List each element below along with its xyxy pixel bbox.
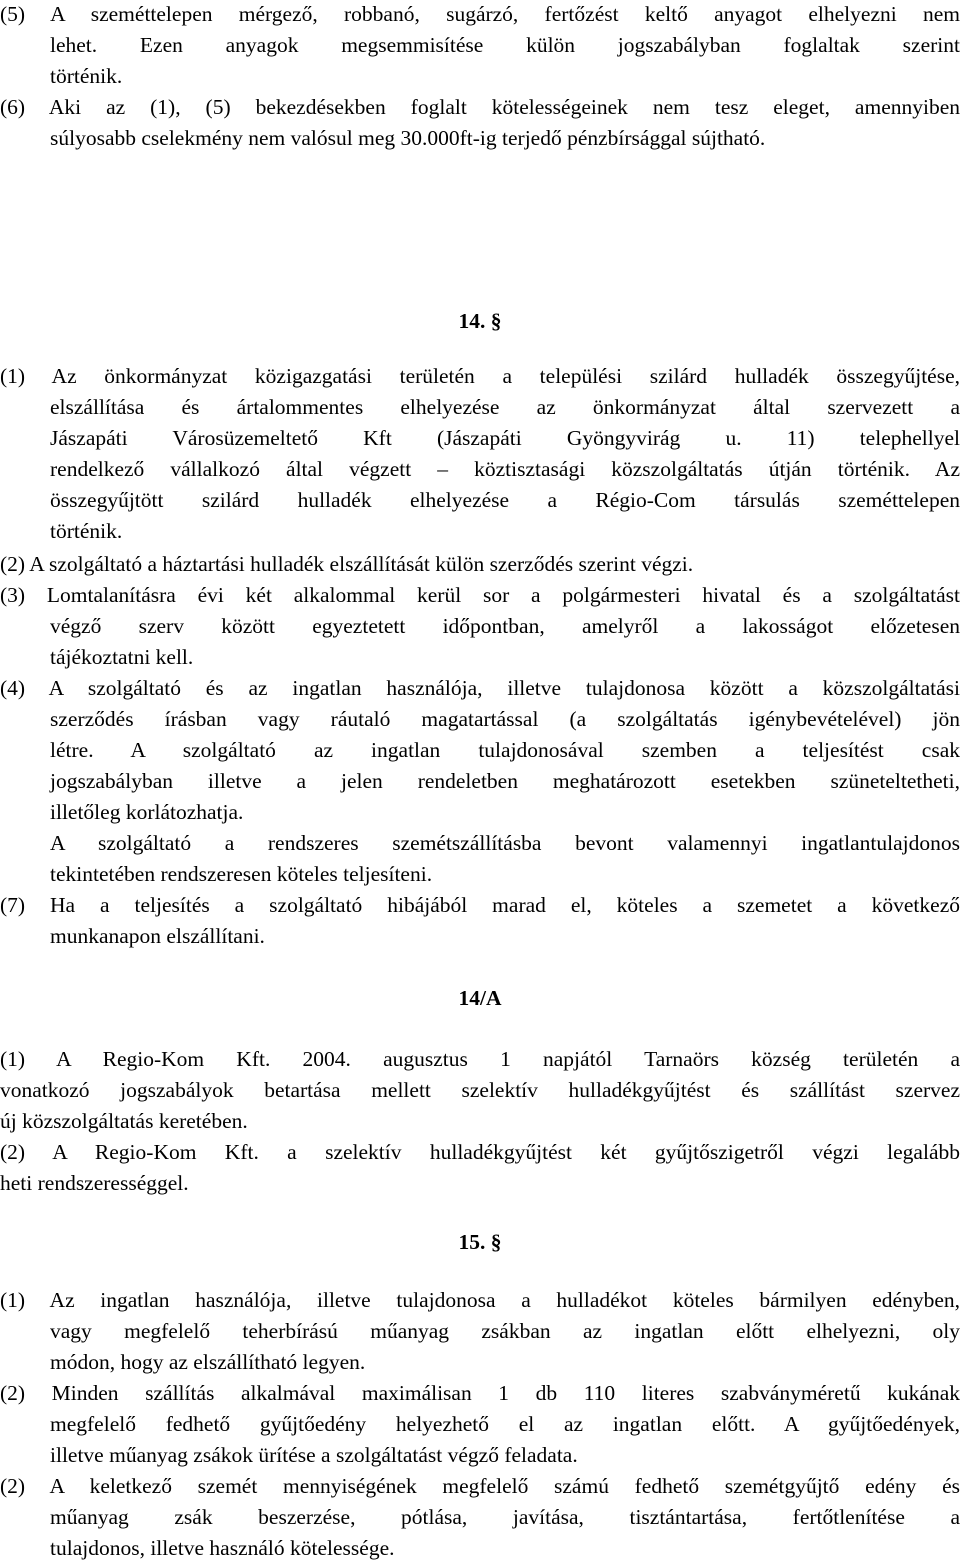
text-line: (1) A Regio-Kom Kft. 2004. augusztus 1 napjától Tarnaörs község területén a — [0, 1047, 960, 1071]
text-line: (6) Aki az (1), (5) bekezdésekben foglalt kötelességeinek nem tesz eleget, amennyiben — [0, 95, 960, 119]
text-line: lehet. Ezen anyagok megsemmisítése külön jogszabályban foglaltak szerint — [50, 33, 960, 57]
text-line: összegyűjtött szilárd hulladék elhelyezése a Régio-Com társulás szeméttelepen — [50, 488, 960, 512]
text-line: műanyag zsák beszerzése, pótlása, javítása, tisztántartása, fertőtlenítése a — [50, 1505, 960, 1529]
text-line: (1) Az ingatlan használója, illetve tulajdonosa a hulladékot köteles bármilyen edényben, — [0, 1288, 960, 1312]
text-line: (2) A keletkező szemét mennyiségének megfelelő számú fedhető szemétgyűjtő edény és — [0, 1474, 960, 1498]
text-line: A szolgáltató a rendszeres szemétszállításba bevont valamennyi ingatlantulajdonos — [50, 831, 960, 855]
section-heading: 14. § — [458, 309, 502, 333]
text-line: (2) A szolgáltató a háztartási hulladék elszállítását külön szerződés szerint végzi. — [0, 552, 694, 576]
text-line: heti rendszerességgel. — [0, 1171, 189, 1195]
text-line: vagy megfelelő teherbírású műanyag zsákban az ingatlan előtt elhelyezni, oly — [50, 1319, 960, 1343]
text-line: megfelelő fedhető gyűjtőedény helyezhető el az ingatlan előtt. A gyűjtőedények, — [50, 1412, 960, 1436]
text-line: (7) Ha a teljesítés a szolgáltató hibájából marad el, köteles a szemetet a következő — [0, 893, 960, 917]
text-line: történik. — [50, 519, 123, 543]
text-line: (5) A szeméttelepen mérgező, robbanó, sugárzó, fertőzést keltő anyagot elhelyezni nem — [0, 2, 960, 26]
text-line: végző szerv között egyeztetett időpontban, amelyről a lakosságot előzetesen — [50, 614, 960, 638]
section-heading: 14/A — [458, 986, 502, 1010]
text-line: szerződés írásban vagy ráutaló magatartással (a szolgáltatás igénybevételével) jön — [50, 707, 960, 731]
text-line: tájékoztatni kell. — [50, 645, 194, 669]
text-line: (2) A Regio-Kom Kft. a szelektív hulladékgyűjtést két gyűjtőszigetről végzi legalább — [0, 1140, 960, 1164]
text-line: Jászapáti Városüzemeltető Kft (Jászapáti Gyöngyvirág u. 11) telephellyel — [50, 426, 960, 450]
text-line: elszállítása és ártalommentes elhelyezése az önkormányzat által szervezett a — [50, 395, 960, 419]
text-line: rendelkező vállalkozó által végzett – köztisztasági közszolgáltatás útján történik. Az — [50, 457, 960, 481]
text-line: (1) Az önkormányzat közigazgatási területén a települési szilárd hulladék összegyűjtése, — [0, 364, 960, 388]
text-line: munkanapon elszállítani. — [50, 924, 265, 948]
text-line: súlyosabb cselekmény nem valósul meg 30.000ft-ig terjedő pénzbírsággal sújtható. — [50, 126, 766, 150]
text-line: tekintetében rendszeresen köteles teljesíteni. — [50, 862, 433, 886]
text-line: tulajdonos, illetve használó kötelessége. — [50, 1536, 395, 1560]
text-line: vonatkozó jogszabályok betartása mellett szelektív hulladékgyűjtést és szállítást szervez — [0, 1078, 960, 1102]
text-line: illetve műanyag zsákok ürítése a szolgáltatást végző feladata. — [50, 1443, 578, 1467]
section-heading: 15. § — [458, 1230, 502, 1254]
text-line: módon, hogy az elszállítható legyen. — [50, 1350, 366, 1374]
text-line: illetőleg korlátozhatja. — [50, 800, 244, 824]
text-line: (3) Lomtalanításra évi két alkalommal kerül sor a polgármesteri hivatal és a szolgáltatást — [0, 583, 960, 607]
text-line: történik. — [50, 64, 123, 88]
text-line: új közszolgáltatás keretében. — [0, 1109, 248, 1133]
text-line: (2) Minden szállítás alkalmával maximálisan 1 db 110 literes szabványméretű kukának — [0, 1381, 960, 1405]
text-line: jogszabályban illetve a jelen rendeletben meghatározott esetekben szüneteltetheti, — [50, 769, 960, 793]
text-line: (4) A szolgáltató és az ingatlan használója, illetve tulajdonosa között a közszolgáltatási — [0, 676, 960, 700]
text-line: létre. A szolgáltató az ingatlan tulajdonosával szemben a teljesítést csak — [50, 738, 960, 762]
